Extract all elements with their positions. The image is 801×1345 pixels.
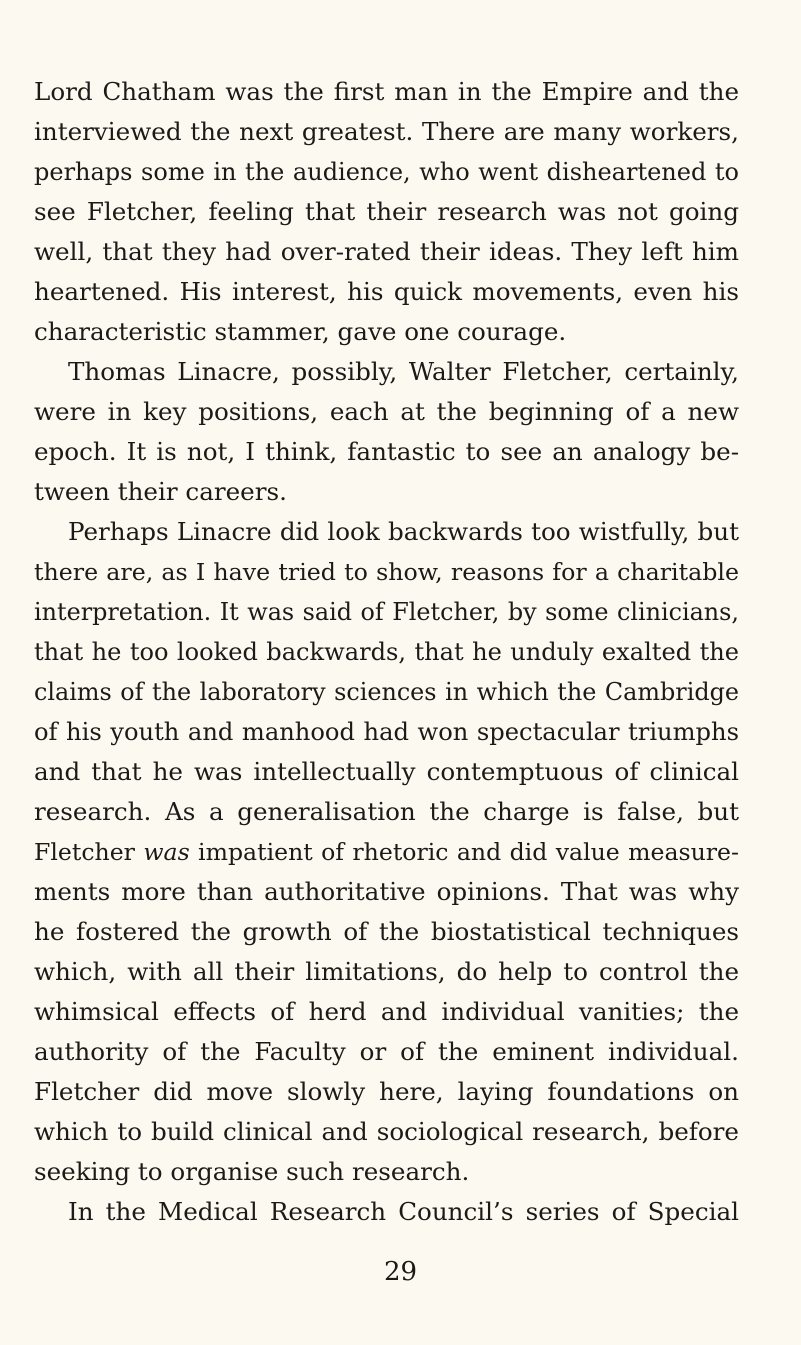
text-line: and that he was intellectually contemptuous of clinical: [34, 757, 739, 786]
text-line: Perhaps Linacre did look backwards too wistfully, but: [68, 517, 739, 546]
line-segment: Fletcher: [34, 838, 144, 866]
text-line: there are, as I have tried to show, reasons for a charitable: [34, 558, 739, 586]
text-line: perhaps some in the audience, who went disheartened to: [34, 158, 739, 186]
text-line: seeking to organise such research.: [34, 1157, 470, 1186]
text-line: authority of the Faculty or of the eminent individual.: [34, 1037, 739, 1066]
line-segment: impatient of rhetoric and did value measure-: [189, 838, 739, 866]
text-line: whimsical effects of herd and individual vanities; the: [34, 997, 739, 1026]
text-line: In the Medical Research Council’s series of Special: [68, 1197, 739, 1226]
text-line: heartened. His interest, his quick movements, even his: [34, 277, 739, 306]
emphasized-word: was: [143, 838, 190, 866]
paragraph-2: [34, 352, 739, 512]
text-line: well, that they had over-rated their ideas. They left him: [34, 237, 739, 266]
text-line: research. As a generalisation the charge is false, but: [34, 797, 739, 826]
text-line: ments more than authoritative opinions. That was why: [34, 877, 739, 906]
text-line: he fostered the growth of the biostatistical techniques: [34, 917, 739, 946]
text-line: which, with all their limitations, do help to control the: [34, 957, 739, 986]
text-line: of his youth and manhood had won spectacular triumphs: [34, 718, 739, 746]
text-line: Lord Chatham was the first man in the Empire and the: [34, 77, 739, 106]
text-line: characteristic stammer, gave one courage.: [34, 317, 567, 346]
paragraph-4: [34, 1192, 739, 1232]
text-line: interpretation. It was said of Fletcher, by some clinicians,: [34, 598, 739, 626]
text-line: claims of the laboratory sciences in which the Cambridge: [34, 678, 739, 706]
paragraph-3: [34, 512, 739, 1192]
text-line-with-emphasis: [34, 832, 739, 872]
page-text: [34, 72, 739, 1232]
text-line: Thomas Linacre, possibly, Walter Fletcher, certainly,: [68, 357, 739, 386]
text-line: that he too looked backwards, that he unduly exalted the: [34, 638, 739, 666]
text-line: epoch. It is not, I think, fantastic to see an analogy be-: [34, 437, 739, 466]
text-line: interviewed the next greatest. There are many workers,: [34, 117, 739, 146]
text-line: Fletcher did move slowly here, laying foundations on: [34, 1077, 739, 1106]
text-line: tween their careers.: [34, 477, 287, 506]
text-line: see Fletcher, feeling that their research was not going: [34, 197, 739, 226]
text-line: which to build clinical and sociological research, before: [34, 1117, 739, 1146]
page-number: 29: [383, 1257, 418, 1287]
paragraph-1: [34, 72, 739, 352]
text-line: were in key positions, each at the beginning of a new: [34, 397, 739, 426]
